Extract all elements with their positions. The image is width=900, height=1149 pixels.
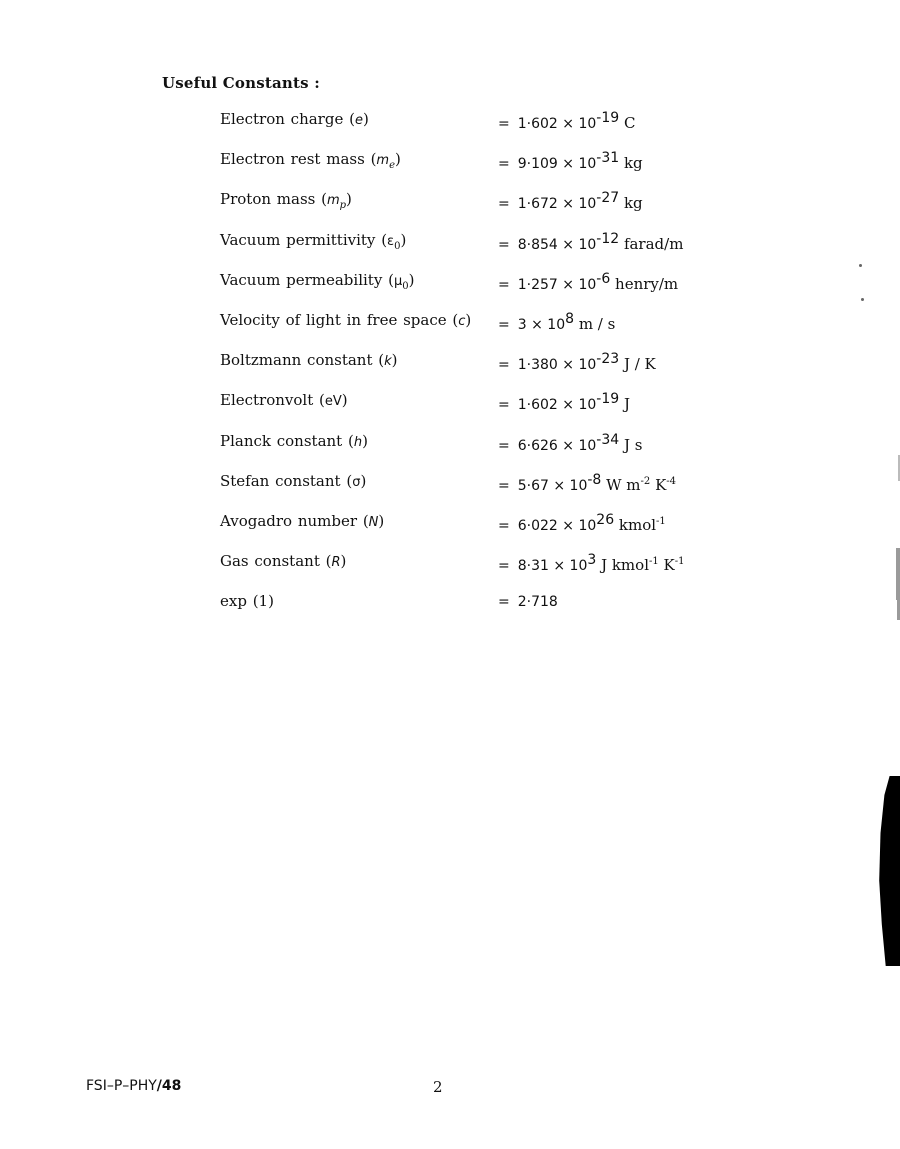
constant-name: Stefan constant [220,472,341,490]
constant-exponent: 26 [596,512,615,528]
paper-code-prefix: FSI–P–PHY [86,1078,157,1094]
constant-label: Electronvolt (eV) [220,391,348,409]
constant-value: = $1\cdot 257 \times 10^{-6}$ henry/m [498,271,679,293]
constant-mantissa: 1·672 [517,196,558,212]
constant-unit: J s [623,436,643,454]
constant-symbol-subscript: 0 [402,281,409,292]
constant-exponent: -23 [596,351,620,367]
constant-value: = $8\cdot 854 \times 10^{-12}$ farad/m [498,231,684,253]
constant-unit: J kmol [601,556,649,574]
constant-mantissa: 6·626 [517,438,558,454]
constant-name: Electron rest mass [220,150,365,168]
constant-exponent: -12 [596,231,620,247]
page-number: 2 [433,1078,443,1096]
constant-label: Boltzmann constant (k) [220,351,398,369]
constant-unit-secondary: K [655,476,667,494]
constant-symbol: c [458,314,466,329]
constant-symbol: h [353,435,363,450]
constant-exponent: -27 [596,190,620,206]
constant-unit: m / s [578,315,616,333]
constant-label: Velocity of light in free space (c) [220,311,472,329]
constant-name: Gas constant [220,552,320,570]
constant-row [220,592,780,620]
constant-unit: W m [606,476,641,494]
constant-exponent: -31 [596,150,620,166]
constant-name: Velocity of light in free space [220,311,447,329]
constant-value: = 2·718 [498,594,558,610]
constant-unit-exponent: -1 [656,516,666,527]
constant-row [220,110,780,138]
constant-row [220,391,780,419]
constant-symbol-subscript: e [389,160,396,171]
constant-exponent: 8 [565,311,575,327]
constant-symbol: R [331,555,341,570]
constant-exponent: -34 [596,432,620,448]
constant-row [220,271,780,299]
constant-symbol: N [368,515,379,530]
constant-value: = $6\cdot 626 \times 10^{-34}$ J s [498,432,643,454]
constant-symbol: m [326,193,340,208]
constant-value: = $8\cdot 31 \times 10^3$ J kmol$^{-1}$ $K^{-1}$ [498,552,685,574]
constant-unit-secondary-exponent: -4 [666,476,677,487]
constant-symbol-subscript: p [339,200,347,211]
constant-row [220,231,780,259]
constant-symbol: k [384,354,392,369]
constant-value: = $3 \times 10^8$ m / s [498,311,616,333]
constant-exponent: -6 [596,271,611,287]
constant-unit: C [623,114,636,132]
scan-fleck [861,298,864,301]
constant-row [220,351,780,379]
constant-label: Electron rest mass $(m_e)$ [220,150,401,171]
constant-unit: kg [623,154,643,172]
constant-mantissa: 5·67 [517,478,549,494]
constant-symbol: eV [324,394,342,409]
constant-mantissa: 3 [517,317,527,333]
section-heading: Useful Constants : [162,74,320,92]
constant-row [220,432,780,460]
constant-name: Electronvolt [220,391,314,409]
constant-symbol: μ [393,274,403,289]
constant-exponent: 3 [587,552,597,568]
constant-value: = $1\cdot 672 \times 10^{-27}$ kg [498,190,643,212]
constant-symbol: σ [352,475,361,490]
constant-row [220,472,780,500]
constant-row [220,190,780,218]
constant-unit: farad/m [623,235,684,253]
constant-exponent: -8 [587,472,602,488]
constant-unit-exponent: -2 [640,476,651,487]
constant-symbol: e [354,113,363,128]
constant-value: = $5\cdot 67 \times 10^{-8}$ W $m^{-2}$ $K^{-4}$ [498,472,677,494]
constant-row [220,311,780,339]
constant-unit-secondary: K [663,556,675,574]
constant-label: Proton mass $(m_p)$ [220,190,352,211]
constant-name: Boltzmann constant [220,351,373,369]
constant-row [220,512,780,540]
constant-unit: kg [623,194,643,212]
constant-exponent: -19 [596,110,620,126]
paper-code [86,1078,181,1094]
constant-name: Proton mass [220,190,316,208]
constant-value: = $6\cdot 022 \times 10^{26}$ kmol$^{-1}$ [498,512,666,534]
constant-label: Vacuum permeability $(\mu_0)$ [220,271,415,292]
constant-mantissa: 9·109 [517,156,558,172]
constant-mantissa: 8·31 [517,558,549,574]
constant-mantissa: 8·854 [517,237,558,253]
constant-unit: kmol [618,516,657,534]
constant-symbol: ε [387,234,395,249]
constant-exponent: -19 [596,391,620,407]
constant-name: Planck constant [220,432,343,450]
constant-mantissa: 1·602 [517,397,558,413]
constant-unit: J [623,395,630,413]
constant-name: Electron charge [220,110,344,128]
paper-code-suffix: /48 [156,1078,182,1094]
constant-symbol-subscript: 0 [394,241,401,252]
constant-unit-secondary-exponent: -1 [674,556,685,567]
constant-label [220,592,274,610]
constant-name: exp (1) [220,592,274,610]
constant-symbol: m [376,153,390,168]
constant-value: = $1\cdot 380 \times 10^{-23}$ J / K [498,351,656,373]
constant-label: Planck constant (h) [220,432,368,450]
constant-row [220,150,780,178]
constant-mantissa: 1·257 [517,277,558,293]
constant-mantissa: 1·380 [517,357,558,373]
scan-fleck [859,264,862,267]
constant-unit: J / K [623,355,656,373]
constant-value: = $1\cdot 602 \times 10^{-19}$ C [498,110,636,132]
constant-name: Vacuum permittivity [220,231,376,249]
constant-unit: henry/m [615,275,679,293]
constant-unit-exponent: -1 [649,556,659,567]
constant-label: Gas constant (R) [220,552,347,570]
scan-edge-blot [874,776,900,966]
constant-mantissa: 2·718 [517,594,558,610]
constant-name: Avogadro number [220,512,358,530]
constant-name: Vacuum permeability [220,271,383,289]
constant-mantissa: 6·022 [517,518,558,534]
constant-row [220,552,780,580]
constant-mantissa: 1·602 [517,116,558,132]
constant-value: = $1\cdot 602 \times 10^{-19}$ J [498,391,630,413]
constant-label: Stefan constant (σ) [220,472,367,490]
constant-value: = $9\cdot 109 \times 10^{-31}$ kg [498,150,643,172]
constant-label: Vacuum permittivity $(\varepsilon_0)$ [220,231,407,252]
constant-label: Avogadro number (N) [220,512,385,530]
constant-label: Electron charge (e) [220,110,369,128]
